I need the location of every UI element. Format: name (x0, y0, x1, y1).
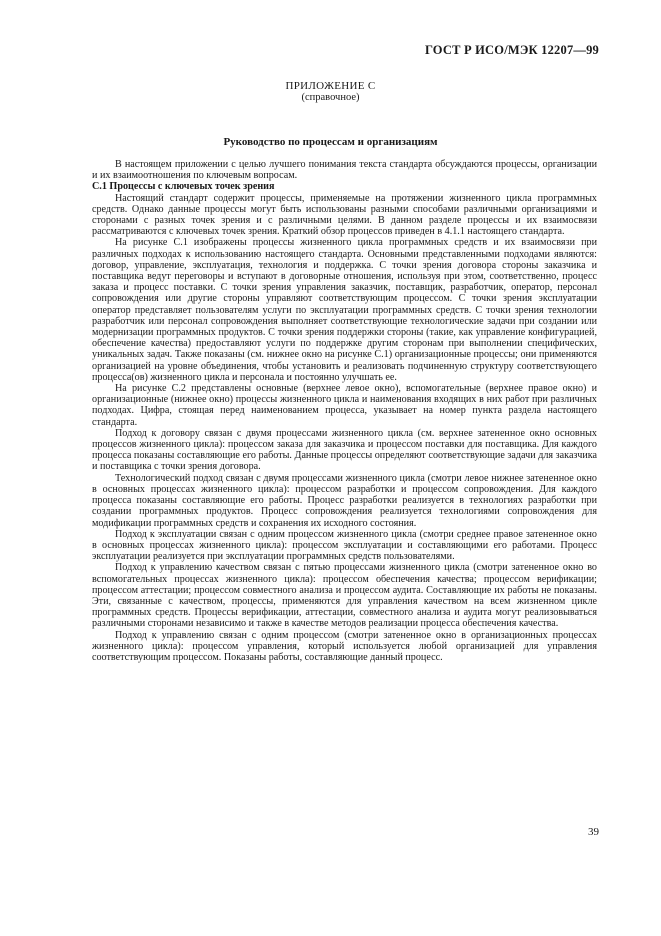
paragraph-intro: В настоящем приложении с целью лучшего понимания текста стандарта обсуждаются процессы, организации и их взаимоотношения по ключевым вопросам. (92, 159, 597, 182)
section-heading: С.1 Процессы с ключевых точек зрения (92, 181, 275, 193)
page-number: 39 (588, 826, 599, 838)
appendix-status: (справочное) (301, 92, 360, 103)
paragraph-management-approach: Подход к управлению связан с одним процессом (смотри затененное окно в организационных процессах жизненного цикла): процессом управления, который используется любой организацией для управления соответствующим процессом. Показаны работы, составляющие данный процесс. (92, 629, 597, 663)
paragraph-operation-approach: Подход к эксплуатации связан с одним процессом жизненного цикла (смотри среднее правое затененное окно в основных процессах жизненного цикла): процессом эксплуатации и составляющими его работами. Процесс эксплуатации реализуется при эксплуатации программных средств пользователями. (92, 528, 597, 563)
paragraph-contract-approach: Подход к договору связан с двумя процессами жизненного цикла (см. верхнее затененное окно основных процессов жизненного цикла): процессом заказа для заказчика и процессом поставки для поставщика. Для каждого процесса показаны составляющие его работы. Данные процессы определяют соответствующие задачи для заказчика и поставщика с точки зрения договора. (92, 427, 597, 473)
paragraph-figure-c2: На рисунке С.2 представлены основные (верхнее левое окно), вспомогательные (верхнее правое окно) и организационные (нижнее окно) процессы жизненного цикла и наименования входящих в них работ при различных подходах. Цифра, стоящая перед наименованием процесса, указывает на номер пункта раздела настоящего стандарта. (92, 383, 597, 428)
paragraph-figure-c1: На рисунке С.1 изображены процессы жизненного цикла программных средств и их взаимосвязи при различных подходах к использованию настоящего стандарта. Основными представленными подходами являются: договор, управление, эксплуатация, технология и поддержка. С точки зрения договора стороны заказчика и поставщика ведут переговоры и вступают в договорные отношения, используя при этом, соответственно, процесс заказа и процесс поставки. С точки зрения управления заказчик, поставщик, разработчик, оператор, персонал сопровождения или другие стороны управляют соответствующим процессом. С точки зрения эксплуатации оператор представляет пользователям услуги по эксплуатации программных средств. С точки зрения технологии разработчик или персонал сопровождения выполняет соответствующие технологические задачи при создании или модернизации программных продуктов. С точки зрения поддержки стороны (такие, как управление конфигурацией, обеспечение качества) предоставляют услуги по поддержке другим сторонам при выполнении специфических, уникальных задач. Также показаны (см. нижнее окно на рисунке С.1) организационные процессы; они применяются организацией на уровне объединения, чтобы установить и реализовать подчиненную структуру соответствующего процесса(ов) жизненного цикла и персонала и постоянно улучшать ее. (92, 237, 597, 383)
body-text (92, 159, 597, 663)
paragraph-technology-approach: Технологический подход связан с двумя процессами жизненного цикла (смотри левое нижнее затененное окно в основных процессах жизненного цикла): процессом разработки и процессом сопровождения. Для каждого процесса показаны составляющие его работы. Процесс разработки реализуется в технологиях разработки при создании программных продуктов. Процесс сопровождения реализуется технологиями сопровождения для модификации программных средств и сохранения их исходного состояния. (92, 472, 597, 529)
page-title: Руководство по процессам и организациям (223, 136, 438, 148)
appendix-label: ПРИЛОЖЕНИЕ С (285, 80, 376, 92)
paragraph-overview: Настоящий стандарт содержит процессы, применяемые на протяжении жизненного цикла программных средств. Однако данные процессы могут быть использованы разными способами различными организациями и сторонами с разных точек зрения и с различными целями. В данном разделе процессы и их взаимосвязи рассматриваются с ключевых точек зрения. Краткий обзор процессов приведен в 4.1.1 настоящего стандарта. (92, 192, 597, 238)
paragraph-quality-approach: Подход к управлению качеством связан с пятью процессами жизненного цикла (смотри затененное окно во вспомогательных процессах жизненного цикла): процессом обеспечения качества; процессом верификации; процессом аттестации; процессом совместного анализа и процессом аудита. Составляющие их работы не показаны. Эти, связанные с качеством, процессы, применяются для управления качеством на всем жизненном цикле программных средств. Процессы верификации, аттестации, совместного анализа и аудита могут реализовываться различными сторонами независимо и также в качестве методов реализации процесса обеспечения качества. (92, 562, 597, 630)
standard-designation: ГОСТ Р ИСО/МЭК 12207—99 (424, 43, 599, 57)
